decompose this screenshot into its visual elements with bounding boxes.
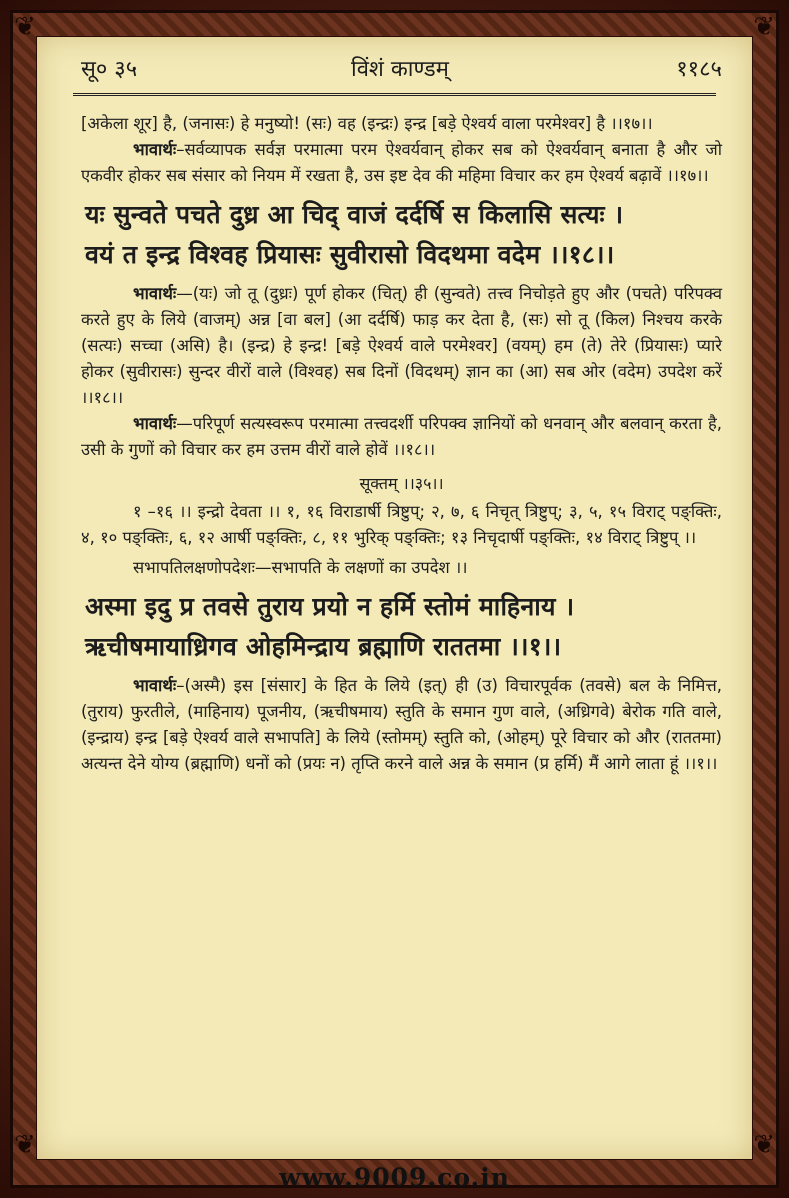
mantra-line: अस्मा इदु प्र तवसे तुराय प्रयो न हर्मि स्तोमं माहिनाय । <box>85 592 575 621</box>
page-header <box>81 53 722 87</box>
paragraph: भावार्थः–सर्वव्यापक सर्वज्ञ परमात्मा परम ऐश्वर्यवान् होकर सब को ऐश्वर्यवान् बनाता है और जो एकवीर होकर सब संसार को नियम में रखता है, उस इष्ट देव की महिमा विचार कर हम ऐश्वर्य बढ़ावें ।।१७।। <box>81 140 722 185</box>
page-number: ११८५ <box>676 57 722 82</box>
bhavarth-label: भावार्थः <box>133 140 177 159</box>
corner-ornament-icon: ❦ <box>753 1130 775 1160</box>
corner-ornament-icon: ❦ <box>14 12 36 42</box>
book-page <box>36 36 753 1160</box>
paragraph: भावार्थः—(यः) जो तू (दुध्रः) पूर्ण होकर (चित्) ही (सुन्वते) तत्त्व निचोड़ते हुए और (पचते) परिपक्व करते हुए के लिये (वाजम्) अन्न [वा बल] (आ दर्दर्षि) फाड़ कर देता है, (सः) सो तू (किल) निश्चय करके (सत्यः) सच्चा (असि) है। (इन्द्र) हे इन्द्र! [बड़े ऐश्वर्य वाले परमेश्वर] (वयम्) हम (ते) तेरे (प्रियासः) प्यारे होकर (सुवीरासः) सुन्दर वीरों वाले (विश्वह) सब दिनों (विदथम्) ज्ञान का (आ) सब ओर (वदेम) उपदेश करें ।।१८।। <box>81 284 722 407</box>
bhavarth-label: भावार्थः <box>133 284 177 303</box>
sukta-number: सू० ३५ <box>81 57 138 82</box>
mantra-line: ऋचीषमायाध्रिगव ओहमिन्द्राय ब्रह्माणि राततमा ।।१।। <box>85 632 562 661</box>
corner-ornament-icon: ❦ <box>14 1130 36 1160</box>
bhavarth-label: भावार्थः <box>133 414 177 433</box>
mantra-line: यः सुन्वते पचते दुध्र आ चिद् वाजं दर्दर्षि स किलासि सत्यः । <box>85 200 624 229</box>
kanda-title: विंशं काण्डम् <box>351 57 449 82</box>
page-content <box>81 111 722 777</box>
paragraph: भावार्थः—परिपूर्ण सत्यस्वरूप परमात्मा तत्त्वदर्शी परिपक्व ज्ञानियों को धनवान् और बलवान् करता है, उसी के गुणों को विचार कर हम उत्तम वीरों वाले होवें ।।१८।। <box>81 414 722 459</box>
paragraph: १ –१६ ।। इन्द्रो देवता ।। १, १६ विराडार्षी त्रिष्टुप्; २, ७, ६ निचृत् त्रिष्टुप्; ३, ५, १५ विराट् पङ्क्तिः, ४, १० पङ्क्तिः, ६, १२ आर्षी पङ्क्तिः, ८, ११ भुरिक् पङ्क्तिः; १३ निचृदार्षी पङ्क्तिः, १४ विराट् त्रिष्टुप् ।। <box>81 502 722 547</box>
paragraph: सभापतिलक्षणोपदेशः—सभापति के लक्षणों का उपदेश ।। <box>133 558 468 577</box>
website-url: www.9009.co.in <box>279 1163 510 1192</box>
header-rule <box>73 93 716 96</box>
paragraph: [अकेला शूर] है, (जनासः) हे मनुष्यो! (सः) वह (इन्द्रः) इन्द्र [बड़े ऐश्वर्य वाला परमेश्वर] है ।।१७।। <box>81 114 653 133</box>
corner-ornament-icon: ❦ <box>753 12 775 42</box>
bhavarth-label: भावार्थः <box>133 676 177 695</box>
sukta-heading: सूक्तम् ।।३५।। <box>359 474 444 493</box>
paragraph: भावार्थः–(अस्मै) इस [संसार] के हित के लिये (इत्) ही (उ) विचारपूर्वक (तवसे) बल के निमित्त, (तुराय) फुरतीले, (माहिनाय) पूजनीय, (ऋचीषमाय) स्तुति के समान गुण वाले, (अध्रिगवे) बेरोक गति वाले, (इन्द्राय) इन्द्र [बड़े ऐश्वर्य वाले सभापति] के लिये (स्तोमम्) स्तुति को, (ओहम्) पूरे विचार को और (राततमा) अत्यन्त देने योग्य (ब्रह्माणि) धनों को (प्रयः न) तृप्ति करने वाले अन्न के समान (प्र हर्मि) मैं आगे लाता हूं ।।१।। <box>81 676 722 773</box>
mantra-line: वयं त इन्द्र विश्वह प्रियासः सुवीरासो विदथमा वदेम ।।१८।। <box>85 240 615 269</box>
